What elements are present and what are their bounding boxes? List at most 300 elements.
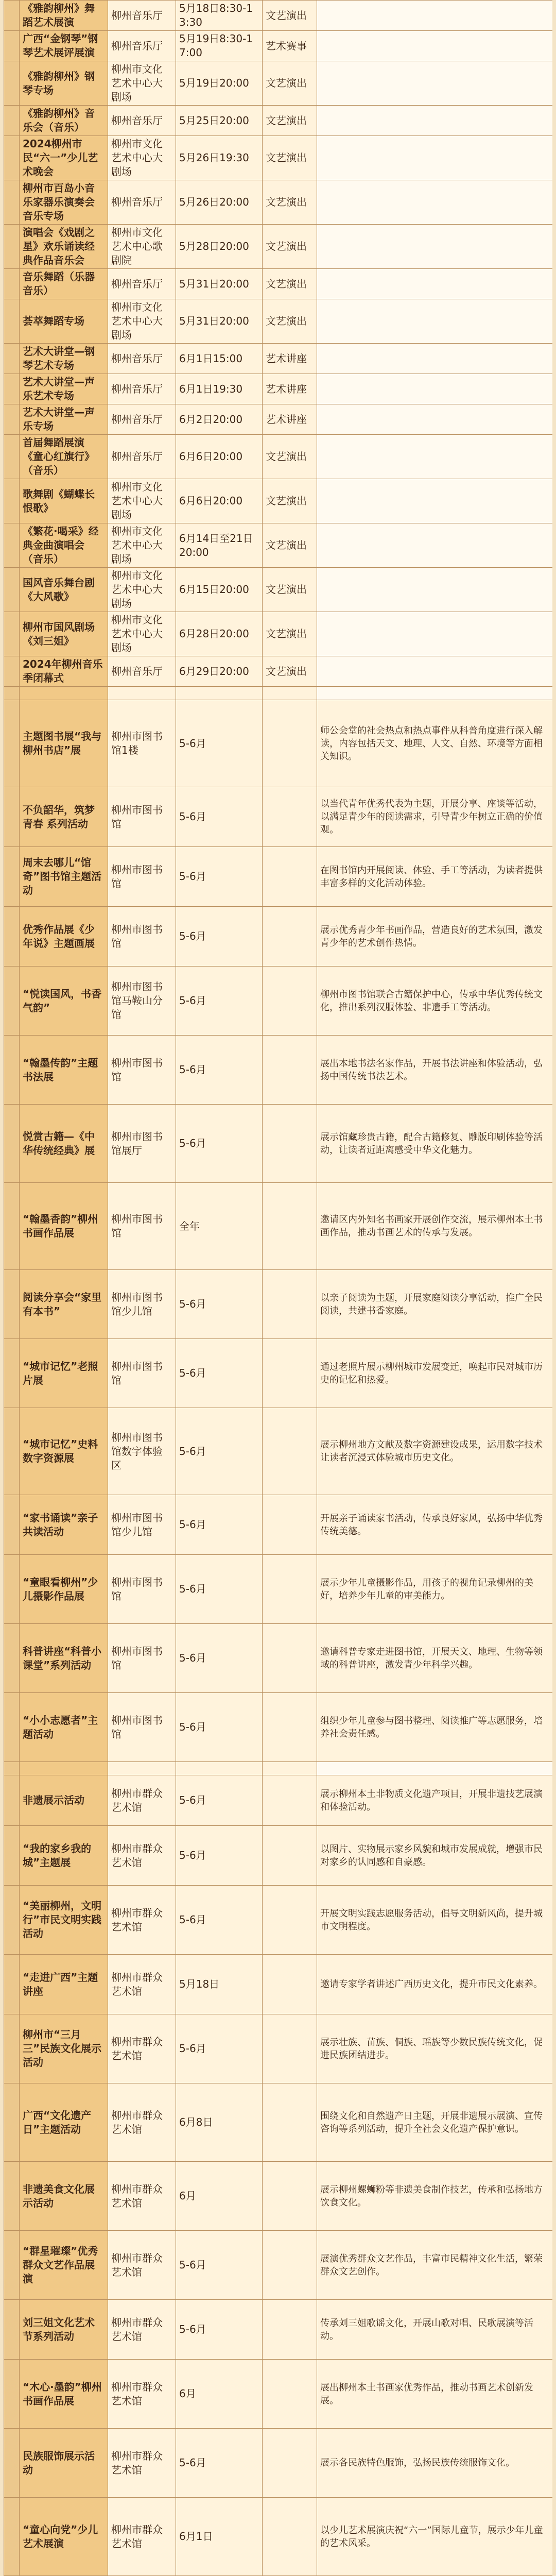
activity-name-cell: “城市记忆”老照片展: [20, 1339, 108, 1408]
activity-type-cell: [263, 2083, 317, 2162]
activity-name-cell: 艺术大讲堂—声乐艺术专场: [20, 374, 108, 404]
activity-time-cell: 6月1日: [176, 2498, 263, 2576]
activity-name-cell: 广西“金钢琴”钢琴艺术展评展演: [20, 31, 108, 61]
activity-name-cell: 《雅韵柳州》音乐会（音乐）: [20, 106, 108, 136]
activity-place-cell: 柳州市群众艺术馆: [108, 2014, 176, 2083]
table-row: [4, 787, 553, 847]
activity-place-cell: 柳州市图书馆: [108, 1339, 176, 1408]
table-row: [4, 2360, 553, 2429]
activity-desc-cell: 组织少年儿童参与图书整理、阅读推广等志愿服务，培养社会责任感。: [317, 1693, 553, 1762]
activity-name-cell: “翰墨传韵”主题书法展: [20, 1036, 108, 1105]
table-row: [4, 2429, 553, 2498]
table-row: [4, 1775, 553, 1826]
activity-desc-cell: [317, 106, 553, 136]
activity-time-cell: 5-6月: [176, 700, 263, 787]
activity-name-cell: “城市记忆”史料数字资源展: [20, 1408, 108, 1495]
activity-place-cell: 柳州市图书馆: [108, 1183, 176, 1270]
activity-place-cell: 柳州市群众艺术馆: [108, 2231, 176, 2300]
activity-desc-cell: [317, 136, 553, 180]
activity-place-cell: 柳州市文化艺术中心大剧场: [108, 523, 176, 568]
activity-name-cell: 广西“文化遗产日”主题活动: [20, 2083, 108, 2162]
activity-desc-cell: 邀请科普专家走进图书馆，开展天文、地理、生物等领域的科普讲座，激发青少年科学兴趣。: [317, 1624, 553, 1693]
row-side-marker: [4, 1693, 20, 1762]
activity-name-cell: “家书诵读”亲子共读活动: [20, 1495, 108, 1555]
activity-time-cell: [176, 687, 263, 700]
activity-place-cell: [108, 1762, 176, 1775]
row-side-marker: [4, 568, 20, 612]
activity-place-cell: 柳州市图书馆少儿馆: [108, 1270, 176, 1339]
table-row: [4, 225, 553, 269]
activity-desc-cell: 展示优秀青少年书画作品，营造良好的艺术氛围，激发青少年的艺术创作热情。: [317, 907, 553, 967]
activity-time-cell: 6月: [176, 2162, 263, 2231]
row-side-marker: [4, 1270, 20, 1339]
table-row: [4, 687, 553, 700]
activity-type-cell: [263, 1555, 317, 1624]
table-row: [4, 2162, 553, 2231]
table-row: [4, 2498, 553, 2576]
row-side-marker: [4, 612, 20, 656]
row-side-marker: [4, 225, 20, 269]
activity-desc-cell: [317, 374, 553, 404]
activity-type-cell: [263, 2231, 317, 2300]
row-side-marker: [4, 299, 20, 344]
activity-name-cell: 演唱会《戏剧之星》欢乐诵读经典作品音乐会: [20, 225, 108, 269]
activity-type-cell: [263, 1270, 317, 1339]
activity-desc-cell: 邀请专家学者讲述广西历史文化，提升市民文化素养。: [317, 1955, 553, 2014]
activity-type-cell: [263, 2429, 317, 2498]
activity-desc-cell: 传承刘三姐歌谣文化，开展山歌对唱、民歌展演等活动。: [317, 2300, 553, 2360]
activity-time-cell: 5-6月: [176, 2014, 263, 2083]
row-side-marker: [4, 2429, 20, 2498]
activity-place-cell: 柳州市文化艺术中心大剧场: [108, 136, 176, 180]
activity-type-cell: [263, 2014, 317, 2083]
activity-time-cell: 6月6日20:00: [176, 435, 263, 479]
activity-place-cell: 柳州市图书馆: [108, 1624, 176, 1693]
row-side-marker: [4, 106, 20, 136]
activity-type-cell: 文艺演出: [263, 299, 317, 344]
activity-name-cell: 首届舞蹈展演《童心红旗行》（音乐）: [20, 435, 108, 479]
activity-name-cell: 艺术大讲堂—声乐专场: [20, 404, 108, 435]
activity-place-cell: 柳州市图书馆: [108, 1555, 176, 1624]
activity-desc-cell: [317, 269, 553, 299]
row-side-marker: [4, 1036, 20, 1105]
activity-name-cell: “群星璀璨”优秀群众文艺作品展演: [20, 2231, 108, 2300]
activity-name-cell: 《雅韵柳州》钢琴专场: [20, 61, 108, 106]
activity-place-cell: 柳州市图书馆: [108, 907, 176, 967]
row-side-marker: [4, 1555, 20, 1624]
activity-time-cell: 5-6月: [176, 907, 263, 967]
activity-type-cell: 文艺演出: [263, 435, 317, 479]
activity-time-cell: 6月8日: [176, 2083, 263, 2162]
activity-place-cell: 柳州音乐厅: [108, 1, 176, 31]
activity-desc-cell: [317, 1762, 553, 1775]
activity-time-cell: 5-6月: [176, 1555, 263, 1624]
activity-name-cell: 非遗展示活动: [20, 1775, 108, 1826]
table-row: [4, 1183, 553, 1270]
row-side-marker: [4, 136, 20, 180]
activity-type-cell: [263, 967, 317, 1036]
activity-desc-cell: 通过老照片展示柳州城市发展变迁，唤起市民对城市历史的记忆和热爱。: [317, 1339, 553, 1408]
activity-time-cell: 5-6月: [176, 1886, 263, 1955]
table-row: [4, 700, 553, 787]
activity-time-cell: 6月15日20:00: [176, 568, 263, 612]
row-side-marker: [4, 180, 20, 225]
activity-type-cell: [263, 1105, 317, 1183]
activity-time-cell: 6月29日20:00: [176, 656, 263, 687]
table-row: [4, 1408, 553, 1495]
activity-time-cell: 5-6月: [176, 2231, 263, 2300]
activity-name-cell: 不负韶华，筑梦青春 系列活动: [20, 787, 108, 847]
activity-type-cell: 文艺演出: [263, 136, 317, 180]
activity-desc-cell: 柳州市图书馆联合古籍保护中心，传承中华优秀传统文化，推出系列汉服体验、非遗手工等活动。: [317, 967, 553, 1036]
activity-type-cell: [263, 687, 317, 700]
activity-time-cell: 5月19日8:30-17:00: [176, 31, 263, 61]
row-side-marker: [4, 687, 20, 700]
table-row: [4, 656, 553, 687]
table-row: [4, 1495, 553, 1555]
activity-desc-cell: [317, 225, 553, 269]
activity-type-cell: [263, 1624, 317, 1693]
activity-type-cell: 文艺演出: [263, 269, 317, 299]
table-row: [4, 61, 553, 106]
table-row: [4, 269, 553, 299]
activity-place-cell: 柳州市图书馆: [108, 1693, 176, 1762]
table-row: [4, 344, 553, 374]
activity-name-cell: 柳州市“三月三”民族文化展示活动: [20, 2014, 108, 2083]
activity-time-cell: 5-6月: [176, 1105, 263, 1183]
activity-type-cell: [263, 1886, 317, 1955]
activity-desc-cell: 展示柳州地方文献及数字资源建设成果，运用数字技术让读者沉浸式体验城市历史文化。: [317, 1408, 553, 1495]
activity-name-cell: 艺术大讲堂—钢琴艺术专场: [20, 344, 108, 374]
activity-place-cell: 柳州市图书馆马鞍山分馆: [108, 967, 176, 1036]
activity-time-cell: 6月14日至21日20:00: [176, 523, 263, 568]
activity-desc-cell: 展示馆藏珍贵古籍，配合古籍修复、雕版印刷体验等活动，让读者近距离感受中华文化魅力。: [317, 1105, 553, 1183]
activity-name-cell: 科普讲座“科普小课堂”系列活动: [20, 1624, 108, 1693]
activity-name-cell: 2024年柳州音乐季闭幕式: [20, 656, 108, 687]
activity-desc-cell: 在图书馆内开展阅读、体验、手工等活动，为读者提供丰富多样的文化活动体验。: [317, 847, 553, 907]
row-side-marker: [4, 269, 20, 299]
row-side-marker: [4, 1105, 20, 1183]
activity-type-cell: [263, 1955, 317, 2014]
row-side-marker: [4, 2360, 20, 2429]
activity-name-cell: 悦赏古籍—《中华传统经典》展: [20, 1105, 108, 1183]
activity-name-cell: “走进广西”主题讲座: [20, 1955, 108, 2014]
activity-desc-cell: 邀请区内外知名书画家开展创作交流，展示柳州本土书画作品，推动书画艺术的传承与发展。: [317, 1183, 553, 1270]
activity-time-cell: 5-6月: [176, 847, 263, 907]
activity-name-cell: “翰墨香韵”柳州书画作品展: [20, 1183, 108, 1270]
activity-time-cell: 全年: [176, 1183, 263, 1270]
activity-time-cell: 6月6日20:00: [176, 479, 263, 523]
schedule-sheet: [4, 0, 552, 2576]
activity-place-cell: 柳州音乐厅: [108, 435, 176, 479]
activity-type-cell: 文艺演出: [263, 612, 317, 656]
activity-place-cell: 柳州市群众艺术馆: [108, 2300, 176, 2360]
table-row: [4, 568, 553, 612]
table-row: [4, 1624, 553, 1693]
activity-name-cell: 柳州市国风剧场《刘三姐》: [20, 612, 108, 656]
table-row: [4, 1105, 553, 1183]
activity-type-cell: [263, 2162, 317, 2231]
activity-time-cell: 6月1日19:30: [176, 374, 263, 404]
row-side-marker: [4, 700, 20, 787]
activity-time-cell: 5-6月: [176, 1624, 263, 1693]
row-side-marker: [4, 2014, 20, 2083]
activity-place-cell: 柳州市群众艺术馆: [108, 1775, 176, 1826]
activity-desc-cell: [317, 435, 553, 479]
activity-place-cell: 柳州市文化艺术中心歌剧院: [108, 225, 176, 269]
activity-desc-cell: [317, 31, 553, 61]
activity-time-cell: 5月31日20:00: [176, 299, 263, 344]
row-side-marker: [4, 1886, 20, 1955]
table-row: [4, 1826, 553, 1886]
activity-name-cell: “我的家乡我的城”主题展: [20, 1826, 108, 1886]
table-row: [4, 2300, 553, 2360]
table-row: [4, 1270, 553, 1339]
activity-desc-cell: 展示柳州本土非物质文化遗产项目，开展非遗技艺展演和体验活动。: [317, 1775, 553, 1826]
table-row: [4, 1, 553, 31]
activity-place-cell: 柳州市群众艺术馆: [108, 2083, 176, 2162]
activity-desc-cell: 以亲子阅读为主题，开展家庭阅读分享活动，推广全民阅读，共建书香家庭。: [317, 1270, 553, 1339]
row-side-marker: [4, 1955, 20, 2014]
row-side-marker: [4, 2498, 20, 2576]
activity-place-cell: 柳州市文化艺术中心大剧场: [108, 299, 176, 344]
activity-type-cell: 艺术赛事: [263, 31, 317, 61]
activity-desc-cell: 展示少年儿童摄影作品，用孩子的视角记录柳州的美好，培养少年儿童的审美能力。: [317, 1555, 553, 1624]
row-side-marker: [4, 1495, 20, 1555]
activity-type-cell: [263, 1826, 317, 1886]
activity-type-cell: [263, 1693, 317, 1762]
activity-desc-cell: 以当代青年优秀代表为主题，开展分享、座谈等活动，以满足青少年的阅读需求，引导青少年树立正确的价值观。: [317, 787, 553, 847]
activity-desc-cell: [317, 299, 553, 344]
activity-type-cell: 文艺演出: [263, 656, 317, 687]
activity-time-cell: 5月18日: [176, 1955, 263, 2014]
row-side-marker: [4, 1624, 20, 1693]
table-row: [4, 479, 553, 523]
activity-time-cell: 5-6月: [176, 1270, 263, 1339]
row-side-marker: [4, 31, 20, 61]
activity-desc-cell: 展示各民族特色服饰，弘扬民族传统服饰文化。: [317, 2429, 553, 2498]
row-side-marker: [4, 1408, 20, 1495]
activity-place-cell: 柳州市图书馆: [108, 787, 176, 847]
activity-type-cell: [263, 1775, 317, 1826]
activity-place-cell: 柳州音乐厅: [108, 31, 176, 61]
activity-place-cell: 柳州市图书馆1楼: [108, 700, 176, 787]
activity-place-cell: 柳州市群众艺术馆: [108, 1886, 176, 1955]
activity-name-cell: 2024柳州市民“六一”少儿艺术晚会: [20, 136, 108, 180]
activity-name-cell: “童眼看柳州”少儿摄影作品展: [20, 1555, 108, 1624]
row-side-marker: [4, 2231, 20, 2300]
activity-desc-cell: 展演优秀群众文艺作品，丰富市民精神文化生活，繁荣群众文艺创作。: [317, 2231, 553, 2300]
table-row: [4, 2083, 553, 2162]
table-row: [4, 2231, 553, 2300]
activity-type-cell: 文艺演出: [263, 61, 317, 106]
activity-place-cell: 柳州音乐厅: [108, 106, 176, 136]
activity-time-cell: 5-6月: [176, 787, 263, 847]
activity-name-cell: 阅读分享会“家里有本书”: [20, 1270, 108, 1339]
row-side-marker: [4, 61, 20, 106]
table-row: [4, 1886, 553, 1955]
activity-place-cell: 柳州市图书馆: [108, 1036, 176, 1105]
activity-type-cell: 文艺演出: [263, 568, 317, 612]
activity-place-cell: 柳州市文化艺术中心大剧场: [108, 61, 176, 106]
activity-desc-cell: 围绕文化和自然遗产日主题，开展非遗展示展演、宣传咨询等系列活动，提升全社会文化遗产保护意识。: [317, 2083, 553, 2162]
row-side-marker: [4, 1, 20, 31]
table-row: [4, 31, 553, 61]
activity-type-cell: 文艺演出: [263, 479, 317, 523]
activity-place-cell: 柳州市图书馆展厅: [108, 1105, 176, 1183]
row-side-marker: [4, 787, 20, 847]
activity-time-cell: 5-6月: [176, 1408, 263, 1495]
activity-time-cell: 5-6月: [176, 1693, 263, 1762]
activity-place-cell: 柳州市图书馆少儿馆: [108, 1495, 176, 1555]
activity-name-cell: “木心·墨韵”柳州书画作品展: [20, 2360, 108, 2429]
activity-type-cell: [263, 1762, 317, 1775]
activity-time-cell: 5-6月: [176, 2300, 263, 2360]
table-row: [4, 136, 553, 180]
activity-place-cell: 柳州市群众艺术馆: [108, 1955, 176, 2014]
activity-place-cell: 柳州市文化艺术中心大剧场: [108, 479, 176, 523]
activity-name-cell: 柳州市百岛小音乐家器乐演奏会音乐专场: [20, 180, 108, 225]
activity-place-cell: 柳州音乐厅: [108, 180, 176, 225]
activity-type-cell: [263, 1339, 317, 1408]
activity-time-cell: 5月18日8:30-13:30: [176, 1, 263, 31]
table-row: [4, 106, 553, 136]
table-row: [4, 435, 553, 479]
row-side-marker: [4, 374, 20, 404]
activity-desc-cell: [317, 61, 553, 106]
activity-table: [4, 0, 552, 2576]
table-row: [4, 907, 553, 967]
activity-time-cell: 5-6月: [176, 1775, 263, 1826]
activity-desc-cell: 展示柳州螺蛳粉等非遗美食制作技艺，传承和弘扬地方饮食文化。: [317, 2162, 553, 2231]
activity-time-cell: 5月31日20:00: [176, 269, 263, 299]
activity-type-cell: [263, 847, 317, 907]
activity-place-cell: 柳州音乐厅: [108, 374, 176, 404]
activity-table-body: [4, 1, 553, 2576]
activity-type-cell: [263, 2360, 317, 2429]
activity-type-cell: [263, 1495, 317, 1555]
row-side-marker: [4, 1183, 20, 1270]
activity-place-cell: 柳州市群众艺术馆: [108, 1826, 176, 1886]
activity-name-cell: “悦读国风，书香气韵”: [20, 967, 108, 1036]
activity-name-cell: “童心向党”少儿艺术展演: [20, 2498, 108, 2576]
row-side-marker: [4, 523, 20, 568]
activity-time-cell: 6月28日20:00: [176, 612, 263, 656]
activity-time-cell: 5月19日20:00: [176, 61, 263, 106]
activity-name-cell: 刘三姐文化艺术节系列活动: [20, 2300, 108, 2360]
activity-type-cell: 文艺演出: [263, 106, 317, 136]
activity-time-cell: 5月28日20:00: [176, 225, 263, 269]
row-side-marker: [4, 2083, 20, 2162]
activity-name-cell: 音乐舞蹈（乐器音乐）: [20, 269, 108, 299]
activity-type-cell: [263, 1408, 317, 1495]
row-side-marker: [4, 847, 20, 907]
activity-time-cell: 5-6月: [176, 2429, 263, 2498]
activity-time-cell: 5-6月: [176, 1826, 263, 1886]
row-side-marker: [4, 1826, 20, 1886]
activity-desc-cell: [317, 687, 553, 700]
row-side-marker: [4, 656, 20, 687]
activity-desc-cell: 展出本地书法名家作品，开展书法讲座和体验活动，弘扬中国传统书法艺术。: [317, 1036, 553, 1105]
activity-type-cell: 文艺演出: [263, 180, 317, 225]
table-row: [4, 2014, 553, 2083]
row-side-marker: [4, 1762, 20, 1775]
table-row: [4, 1955, 553, 2014]
activity-time-cell: 5-6月: [176, 1036, 263, 1105]
row-side-marker: [4, 1775, 20, 1826]
row-side-marker: [4, 344, 20, 374]
activity-type-cell: [263, 700, 317, 787]
activity-place-cell: 柳州市图书馆: [108, 847, 176, 907]
row-side-marker: [4, 2162, 20, 2231]
activity-place-cell: [108, 687, 176, 700]
activity-name-cell: 主题图书展“我与柳州书店”展: [20, 700, 108, 787]
activity-time-cell: 6月: [176, 2360, 263, 2429]
activity-desc-cell: [317, 479, 553, 523]
activity-place-cell: 柳州音乐厅: [108, 404, 176, 435]
table-row: [4, 1762, 553, 1775]
activity-place-cell: 柳州音乐厅: [108, 656, 176, 687]
activity-name-cell: 非遗美食文化展示活动: [20, 2162, 108, 2231]
activity-time-cell: 6月1日15:00: [176, 344, 263, 374]
activity-time-cell: 5-6月: [176, 1495, 263, 1555]
activity-desc-cell: 展出柳州本土书画家优秀作品，推动书画艺术创新发展。: [317, 2360, 553, 2429]
activity-place-cell: 柳州市图书馆数字体验区: [108, 1408, 176, 1495]
activity-time-cell: 6月2日20:00: [176, 404, 263, 435]
activity-type-cell: 艺术讲座: [263, 374, 317, 404]
activity-name-cell: 荟萃舞蹈专场: [20, 299, 108, 344]
activity-time-cell: 5月26日20:00: [176, 180, 263, 225]
activity-type-cell: 艺术讲座: [263, 404, 317, 435]
activity-desc-cell: 展示壮族、苗族、侗族、瑶族等少数民族传统文化，促进民族团结进步。: [317, 2014, 553, 2083]
row-side-marker: [4, 404, 20, 435]
row-side-marker: [4, 479, 20, 523]
row-side-marker: [4, 967, 20, 1036]
activity-name-cell: [20, 1762, 108, 1775]
activity-type-cell: 艺术讲座: [263, 344, 317, 374]
activity-desc-cell: [317, 404, 553, 435]
activity-place-cell: 柳州市群众艺术馆: [108, 2360, 176, 2429]
activity-type-cell: [263, 907, 317, 967]
activity-name-cell: 民族服饰展示活动: [20, 2429, 108, 2498]
activity-name-cell: “小小志愿者”主题活动: [20, 1693, 108, 1762]
activity-desc-cell: [317, 1, 553, 31]
activity-name-cell: [20, 687, 108, 700]
activity-desc-cell: 师公会堂的社会热点和热点事件从科普角度进行深入解读，内容包括天文、地理、人文、自然、环境等方面相关知识。: [317, 700, 553, 787]
activity-desc-cell: 以图片、实物展示家乡风貌和城市发展成就，增强市民对家乡的认同感和自豪感。: [317, 1826, 553, 1886]
row-side-marker: [4, 2300, 20, 2360]
activity-time-cell: [176, 1762, 263, 1775]
activity-desc-cell: [317, 568, 553, 612]
activity-desc-cell: 开展亲子诵读家书活动，传承良好家风，弘扬中华优秀传统美德。: [317, 1495, 553, 1555]
activity-type-cell: [263, 1036, 317, 1105]
row-side-marker: [4, 907, 20, 967]
activity-time-cell: 5-6月: [176, 967, 263, 1036]
activity-name-cell: 周末去哪儿“馆奇”图书馆主题活动: [20, 847, 108, 907]
table-row: [4, 1036, 553, 1105]
table-row: [4, 1555, 553, 1624]
activity-place-cell: 柳州市群众艺术馆: [108, 2162, 176, 2231]
table-row: [4, 523, 553, 568]
activity-place-cell: 柳州音乐厅: [108, 344, 176, 374]
activity-desc-cell: [317, 656, 553, 687]
activity-type-cell: [263, 1183, 317, 1270]
activity-name-cell: 《雅韵柳州》舞蹈艺术展演: [20, 1, 108, 31]
activity-type-cell: [263, 2498, 317, 2576]
row-side-marker: [4, 1339, 20, 1408]
table-row: [4, 374, 553, 404]
activity-desc-cell: [317, 523, 553, 568]
